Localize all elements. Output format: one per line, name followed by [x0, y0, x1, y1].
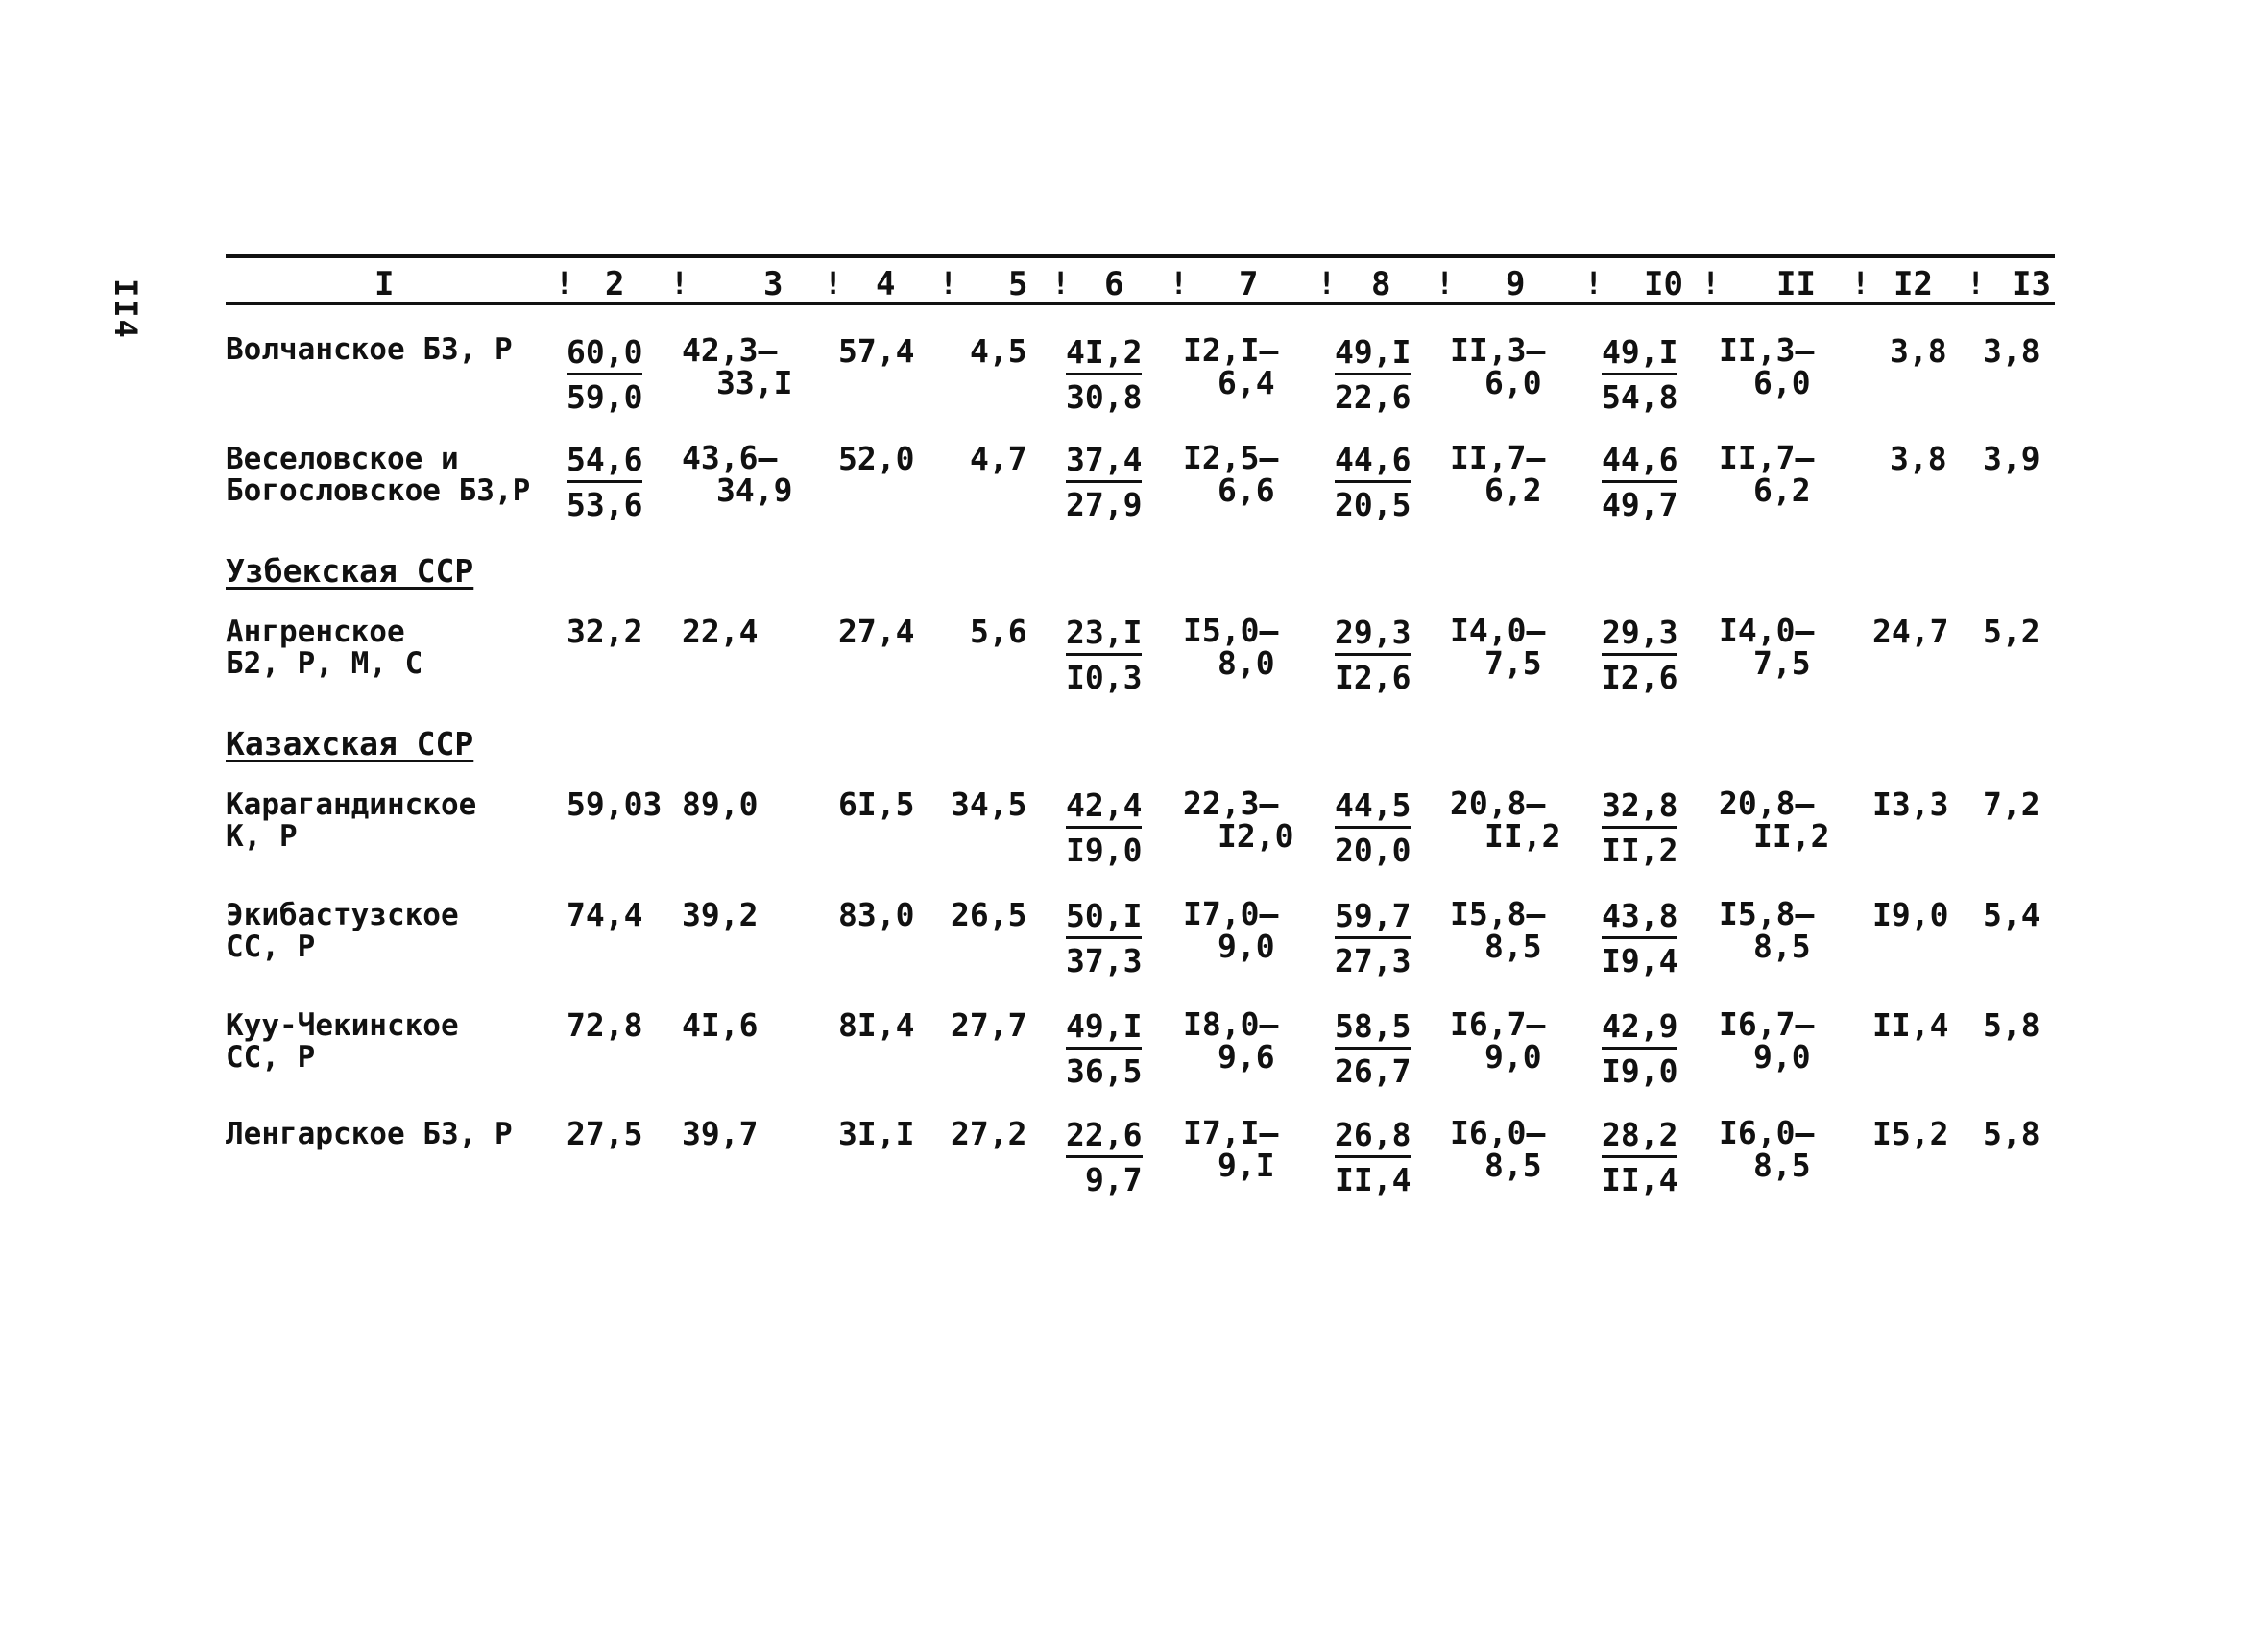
cell-col12: 24,7 — [1872, 613, 1949, 650]
cell-col5: 27,7 — [951, 1006, 1027, 1044]
cell-col12: I3,3 — [1872, 786, 1949, 823]
column-separator: ! — [1051, 265, 1071, 302]
column-header-3: 3 — [763, 265, 784, 303]
cell-col2: 32,2 — [567, 613, 643, 650]
cell-col3: 89,0 — [682, 786, 759, 823]
page-number: II4 — [108, 278, 144, 340]
cell-col6: $\frac{42,4}{I9,0}$ — [1066, 786, 1143, 869]
column-header-4: 4 — [876, 265, 896, 303]
cell-col3: 4I,6 — [682, 1006, 759, 1044]
cell-col12: 3,8 — [1890, 440, 1947, 477]
column-header-1: I — [374, 265, 395, 303]
column-header-8: 8 — [1371, 265, 1391, 303]
column-separator: ! — [1851, 265, 1870, 302]
cell-col4: 57,4 — [838, 332, 915, 370]
cell-col3: 39,7 — [682, 1115, 759, 1152]
cell-col6: $\frac{49,I}{36,5}$ — [1066, 1007, 1143, 1090]
cell-col5: 5,6 — [970, 613, 1027, 650]
cell-col6: $\frac{22,6}{9,7}$ — [1066, 1116, 1143, 1198]
cell-col4: 83,0 — [838, 896, 915, 933]
cell-col7: I2,I– 6,4 — [1183, 331, 1279, 401]
table-top-rule — [226, 254, 2055, 258]
cell-col9: I6,7– 9,0 — [1450, 1005, 1546, 1076]
cell-col7: I7,0– 9,0 — [1183, 895, 1279, 965]
cell-col13: 7,2 — [1983, 786, 2040, 823]
cell-col9: 20,8– II,2 — [1450, 785, 1561, 855]
cell-col11: I6,0– 8,5 — [1719, 1114, 1815, 1184]
cell-col7: 22,3– I2,0 — [1183, 785, 1294, 855]
column-header-9: 9 — [1506, 265, 1526, 303]
cell-col5: 27,2 — [951, 1115, 1027, 1152]
cell-col4: 52,0 — [838, 440, 915, 477]
column-separator: ! — [1584, 265, 1604, 302]
cell-col7: I8,0– 9,6 — [1183, 1005, 1279, 1076]
cell-col11: 20,8– II,2 — [1719, 785, 1830, 855]
deposit-name: Карагандинское К, Р — [226, 787, 477, 854]
cell-col2: 74,4 — [567, 896, 643, 933]
cell-col2: 72,8 — [567, 1006, 643, 1044]
cell-col2: $\frac{60,0}{59,0}$ — [567, 333, 643, 416]
cell-col3: 42,3– 33,I — [682, 331, 793, 401]
cell-col2: 59,03 — [567, 786, 663, 823]
cell-col4: 6I,5 — [838, 786, 915, 823]
cell-col11: II,3– 6,0 — [1719, 331, 1815, 401]
cell-col7: I5,0– 8,0 — [1183, 612, 1279, 682]
deposit-name: Ангренское Б2, Р, М, С — [226, 615, 423, 681]
cell-col2: 27,5 — [567, 1115, 643, 1152]
column-separator: ! — [1701, 265, 1721, 302]
column-separator: ! — [824, 265, 843, 302]
column-separator: ! — [1966, 265, 1986, 302]
column-header-7: 7 — [1239, 265, 1259, 303]
column-header-5: 5 — [1008, 265, 1028, 303]
cell-col10: $\frac{42,9}{I9,0}$ — [1602, 1007, 1678, 1090]
column-header-12: I2 — [1894, 265, 1933, 303]
cell-col12: I9,0 — [1872, 896, 1949, 933]
cell-col9: II,3– 6,0 — [1450, 331, 1546, 401]
column-header-13: I3 — [2012, 265, 2051, 303]
cell-col5: 4,5 — [970, 332, 1027, 370]
column-separator: ! — [939, 265, 958, 302]
cell-col12: 3,8 — [1890, 332, 1947, 370]
cell-col3: 22,4 — [682, 613, 759, 650]
cell-col10: $\frac{43,8}{I9,4}$ — [1602, 897, 1678, 979]
cell-col6: $\frac{50,I}{37,3}$ — [1066, 897, 1143, 979]
cell-col8: $\frac{44,6}{20,5}$ — [1335, 441, 1411, 523]
cell-col5: 26,5 — [951, 896, 1027, 933]
cell-col6: $\frac{37,4}{27,9}$ — [1066, 441, 1143, 523]
cell-col3: 43,6– 34,9 — [682, 439, 793, 509]
column-separator: ! — [1170, 265, 1189, 302]
column-header-10: I0 — [1644, 265, 1683, 303]
cell-col3: 39,2 — [682, 896, 759, 933]
cell-col8: $\frac{58,5}{26,7}$ — [1335, 1007, 1411, 1090]
cell-col7: I7,I– 9,I — [1183, 1114, 1279, 1184]
cell-col10: $\frac{49,I}{54,8}$ — [1602, 333, 1678, 416]
deposit-name: Ленгарское БЗ, Р — [226, 1117, 513, 1151]
cell-col8: $\frac{59,7}{27,3}$ — [1335, 897, 1411, 979]
cell-col5: 4,7 — [970, 440, 1027, 477]
section-heading-kazakh: Казахская ССР — [226, 725, 474, 762]
deposit-name: Куу-Чекинское СС, Р — [226, 1008, 459, 1075]
cell-col11: I4,0– 7,5 — [1719, 612, 1815, 682]
cell-col12: II,4 — [1872, 1006, 1949, 1044]
deposit-name: Веселовское и Богословское БЗ,Р — [226, 442, 531, 508]
cell-col6: $\frac{4I,2}{30,8}$ — [1066, 333, 1143, 416]
cell-col2: $\frac{54,6}{53,6}$ — [567, 441, 643, 523]
cell-col5: 34,5 — [951, 786, 1027, 823]
cell-col11: I6,7– 9,0 — [1719, 1005, 1815, 1076]
cell-col4: 3I,I — [838, 1115, 915, 1152]
cell-col9: II,7– 6,2 — [1450, 439, 1546, 509]
section-heading-uzbek: Узбекская ССР — [226, 552, 474, 590]
cell-col8: $\frac{44,5}{20,0}$ — [1335, 786, 1411, 869]
cell-col6: $\frac{23,I}{I0,3}$ — [1066, 614, 1143, 696]
cell-col9: I5,8– 8,5 — [1450, 895, 1546, 965]
cell-col13: 5,8 — [1983, 1115, 2040, 1152]
deposit-name: Волчанское БЗ, Р — [226, 332, 513, 367]
cell-col13: 5,4 — [1983, 896, 2040, 933]
column-separator: ! — [1436, 265, 1455, 302]
column-separator: ! — [670, 265, 689, 302]
cell-col9: I4,0– 7,5 — [1450, 612, 1546, 682]
cell-col13: 3,9 — [1983, 440, 2040, 477]
column-separator: ! — [555, 265, 574, 302]
cell-col4: 8I,4 — [838, 1006, 915, 1044]
deposit-name: Экибастузское СС, Р — [226, 898, 459, 964]
cell-col11: I5,8– 8,5 — [1719, 895, 1815, 965]
cell-col4: 27,4 — [838, 613, 915, 650]
cell-col10: $\frac{32,8}{II,2}$ — [1602, 786, 1678, 869]
cell-col13: 5,2 — [1983, 613, 2040, 650]
cell-col10: $\frac{28,2}{II,4}$ — [1602, 1116, 1678, 1198]
column-header-11: II — [1776, 265, 1816, 303]
cell-col9: I6,0– 8,5 — [1450, 1114, 1546, 1184]
cell-col8: $\frac{29,3}{I2,6}$ — [1335, 614, 1411, 696]
cell-col13: 3,8 — [1983, 332, 2040, 370]
column-separator: ! — [1317, 265, 1337, 302]
cell-col13: 5,8 — [1983, 1006, 2040, 1044]
column-header-6: 6 — [1104, 265, 1124, 303]
cell-col10: $\frac{44,6}{49,7}$ — [1602, 441, 1678, 523]
cell-col8: $\frac{26,8}{II,4}$ — [1335, 1116, 1411, 1198]
cell-col11: II,7– 6,2 — [1719, 439, 1815, 509]
cell-col12: I5,2 — [1872, 1115, 1949, 1152]
cell-col7: I2,5– 6,6 — [1183, 439, 1279, 509]
column-header-2: 2 — [605, 265, 625, 303]
cell-col8: $\frac{49,I}{22,6}$ — [1335, 333, 1411, 416]
cell-col10: $\frac{29,3}{I2,6}$ — [1602, 614, 1678, 696]
